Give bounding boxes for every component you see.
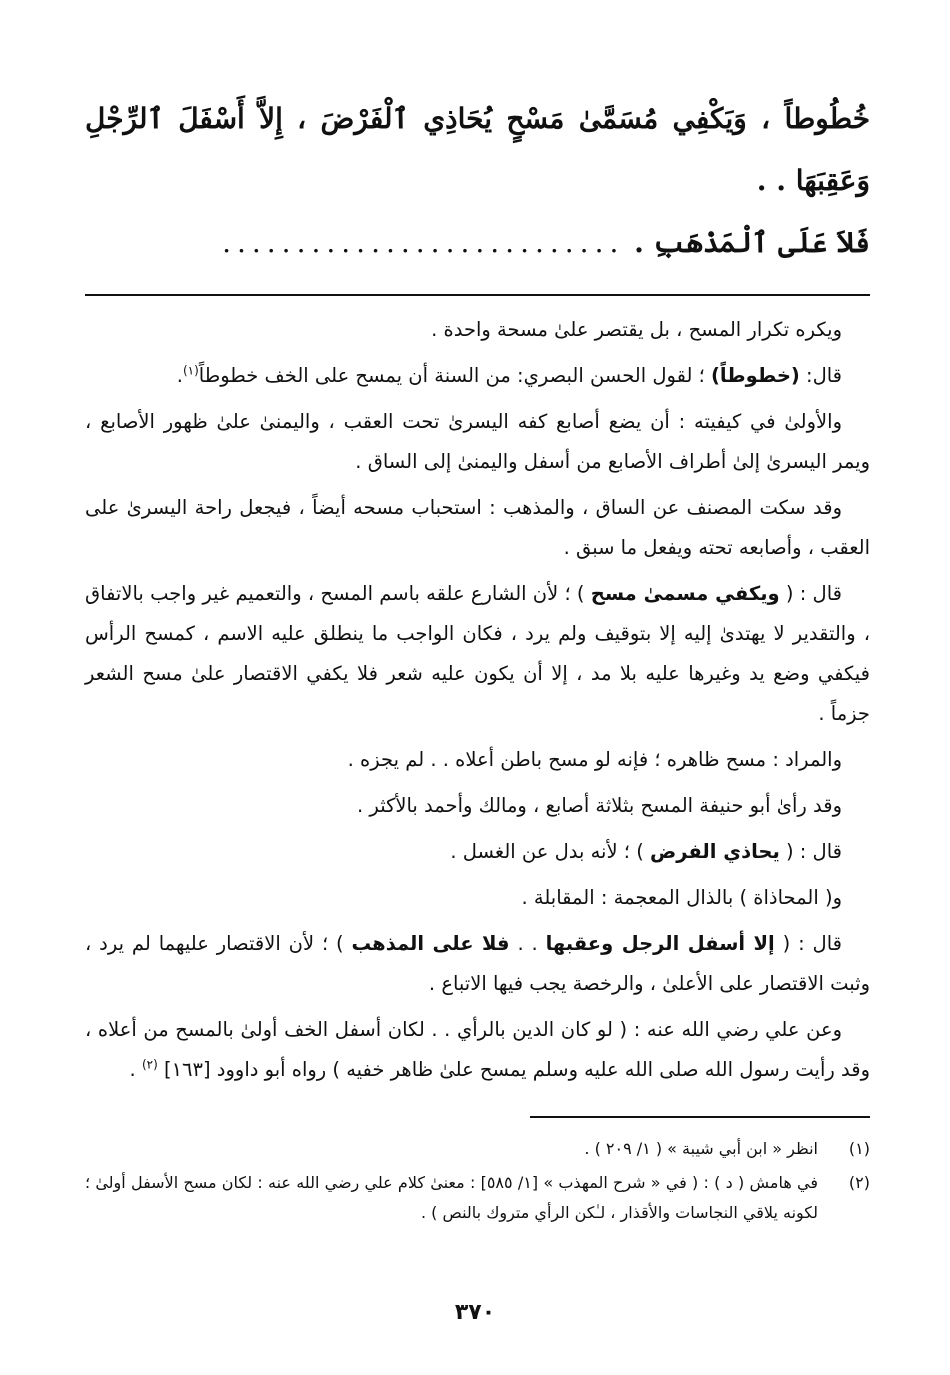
section-divider xyxy=(85,294,870,296)
footnote-item xyxy=(85,1134,870,1164)
commentary-paragraph: قال : ( إلا أسفل الرجل وعقبها . . فلا على المذهب ) ؛ لأن الاقتصار عليهما لم يرد ، وثبت الاقتصار على الأعلىٰ ، والرخصة يجب فيها الاتباع . xyxy=(85,932,870,995)
main-text-line: خُطُوطاً ، وَيَكْفِي مُسَمَّىٰ مَسْحٍ يُحَاذِي ٱلْفَرْضَ ، إِلاَّ أَسْفَلَ ٱلرِّجْلِ وَعَقِبَهَا . . xyxy=(85,102,870,197)
commentary-paragraph: و( المحاذاة ) بالذال المعجمة : المقابلة . xyxy=(521,886,842,909)
commentary-paragraph: وقد رأىٰ أبو حنيفة المسح بثلاثة أصابع ، ومالك وأحمد بالأكثر . xyxy=(357,794,842,817)
commentary-paragraph: وقد سكت المصنف عن الساق ، والمذهب : استحباب مسحه أيضاً ، فيجعل راحة اليسرىٰ على العقب ، وأصابعه تحته ويفعل ما سبق . xyxy=(85,496,870,559)
commentary-paragraph: قال : ( ويكفي مسمىٰ مسح ) ؛ لأن الشارع علقه باسم المسح ، والتعميم غير واجب بالاتفاق ، والتقدير لا يهتدىٰ إليه إلا بتوقيف ولم يرد ، فكان الواجب ما ينطلق عليه الاسم ، كمسح الرأس فيكفي وضع يد وغيرها عليه بلا مد ، إلا أن يكون عليه شعر فلا يكفي الاقتصار علىٰ مسح الشعر جزماً . xyxy=(85,582,870,725)
footnote-number: (١) xyxy=(848,1139,870,1158)
footnote-ref[interactable]: (١) xyxy=(182,363,199,378)
main-text-line: فَلاَ عَلَى ٱلْمَذْهَبِ . ........................... xyxy=(85,212,870,274)
dot-leader: ........................... xyxy=(222,226,625,259)
quoted-term: (خطوطاً) xyxy=(711,364,800,387)
commentary-paragraph: والمراد : مسح ظاهره ؛ فإنه لو مسح باطن أعلاه . . لم يجزه . xyxy=(347,748,842,771)
quoted-term: فلا على المذهب xyxy=(351,932,510,955)
footnote-divider xyxy=(530,1116,870,1118)
quoted-term: ويكفي مسمىٰ مسح xyxy=(590,582,780,605)
commentary-paragraph: قال : ( يحاذي الفرض ) ؛ لأنه بدل عن الغسل . xyxy=(450,840,842,863)
footnote-text: انظر « ابن أبي شيبة » ( ١/ ٢٠٩ ) . xyxy=(584,1139,818,1158)
commentary-paragraph: وعن علي رضي الله عنه : ( لو كان الدين بالرأي . . لكان أسفل الخف أولىٰ بالمسح من أعلاه ، وقد رأيت رسول الله صلى الله عليه وسلم يمسح علىٰ ظاهر خفيه ) رواه أبو داوود [١٦٣] $^{(٢)}$ . xyxy=(85,1018,870,1081)
book-page xyxy=(85,88,870,1232)
footnote-text: في هامش ( د ) : ( في « شرح المهذب » [١/ ٥٨٥] : معنىٰ كلام علي رضي الله عنه : لكان مسح الأسفل أولىٰ ؛ لكونه يلاقي النجاسات والأقذار ، لـٰكن الرأي متروك بالنص ) . xyxy=(85,1173,819,1222)
footnote-item xyxy=(85,1168,870,1228)
quoted-term: يحاذي الفرض xyxy=(650,840,780,863)
commentary-paragraph: قال: (خطوطاً) ؛ لقول الحسن البصري: من السنة أن يمسح على الخف خطوطاً$^{(١)}$. xyxy=(176,363,842,387)
commentary-block xyxy=(85,310,870,1090)
footnote-number: (٢) xyxy=(848,1173,870,1192)
footnote-ref[interactable]: (٢) xyxy=(141,1057,158,1072)
commentary-paragraph: والأولىٰ في كيفيته : أن يضع أصابع كفه اليسرىٰ تحت العقب ، واليمنىٰ علىٰ ظهور الأصابع ، ويمر اليسرىٰ إلىٰ أطراف الأصابع من أسفل واليمنىٰ إلى الساق . xyxy=(85,410,870,473)
main-text-block xyxy=(85,88,870,274)
footnotes-block xyxy=(85,1134,870,1228)
page-number: ٣٧٠ xyxy=(454,1300,496,1325)
commentary-paragraph: ويكره تكرار المسح ، بل يقتصر علىٰ مسحة واحدة . xyxy=(431,318,842,341)
quoted-term: إلا أسفل الرجل وعقبها xyxy=(545,932,775,955)
